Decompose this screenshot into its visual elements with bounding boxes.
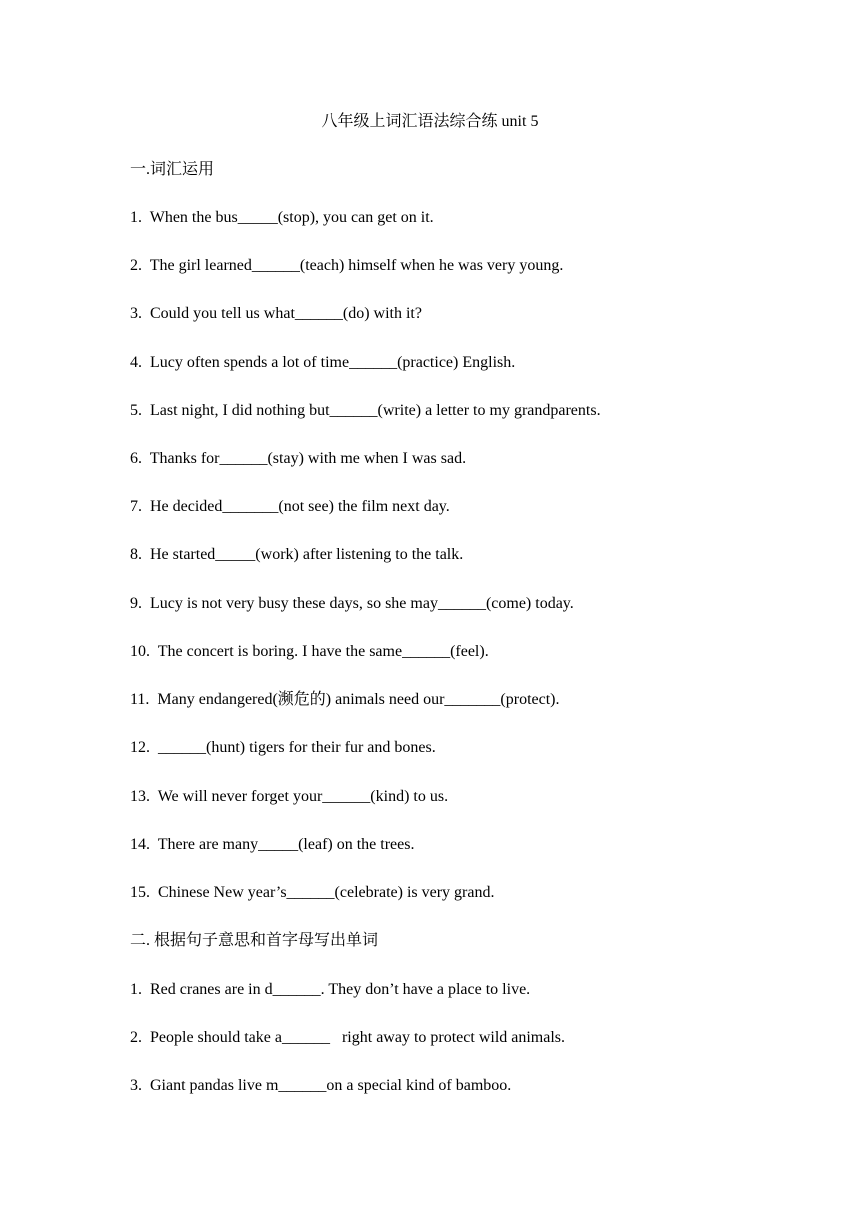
question-1-1: 1. When the bus_____(stop), you can get on it. — [130, 209, 434, 226]
question-2-3: 3. Giant pandas live m______on a special kind of bamboo. — [130, 1077, 512, 1094]
question-1-15: 15. Chinese New year’s______(celebrate) is very grand. — [130, 884, 495, 901]
question-1-10: 10. The concert is boring. I have the same______(feel). — [130, 643, 489, 660]
question-1-2: 2. The girl learned______(teach) himself when he was very young. — [130, 257, 564, 274]
question-1-12: 12. ______(hunt) tigers for their fur and bones. — [130, 739, 436, 756]
question-2-2: 2. People should take a______ right away to protect wild animals. — [130, 1029, 566, 1046]
question-1-8: 8. He started_____(work) after listening to the talk. — [130, 546, 464, 563]
question-1-5: 5. Last night, I did nothing but______(write) a letter to my grandparents. — [130, 402, 601, 419]
question-1-14: 14. There are many_____(leaf) on the trees. — [130, 836, 415, 853]
question-1-11: 11. Many endangered(濒危的) animals need our_______(protect). — [130, 691, 560, 708]
question-1-7: 7. He decided_______(not see) the film next day. — [130, 498, 450, 515]
question-1-6: 6. Thanks for______(stay) with me when I was sad. — [130, 450, 467, 467]
question-1-9: 9. Lucy is not very busy these days, so she may______(come) today. — [130, 595, 574, 612]
question-1-4: 4. Lucy often spends a lot of time______(practice) English. — [130, 354, 516, 371]
document-title: 八年级上词汇语法综合练 unit 5 — [321, 113, 539, 130]
question-1-13: 13. We will never forget your______(kind) to us. — [130, 788, 449, 805]
question-1-3: 3. Could you tell us what______(do) with it? — [130, 305, 422, 322]
section-2-heading: 二. 根据句子意思和首字母写出单词 — [130, 932, 379, 949]
section-1-heading: 一.词汇运用 — [130, 161, 215, 178]
question-2-1: 1. Red cranes are in d______. They don’t have a place to live. — [130, 981, 531, 998]
